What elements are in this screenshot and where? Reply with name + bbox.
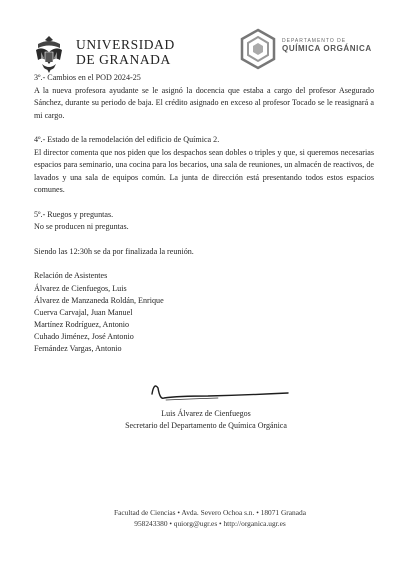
department-hexagon-logo-icon — [238, 28, 278, 70]
attendees-heading: Relación de Asistentes — [34, 271, 108, 280]
attendee-item: Fernández Vargas, Antonio — [34, 343, 122, 353]
university-name-line1: UNIVERSIDAD — [76, 37, 175, 52]
section-4-heading: 4º.- Estado de la remodelación del edificio de Química 2. — [34, 135, 220, 144]
section-3-heading: 3º.- Cambios en el POD 2024-25 — [34, 73, 141, 82]
signature-block — [96, 408, 316, 432]
university-header — [30, 34, 200, 74]
attendees-list — [34, 283, 374, 355]
minutes-body — [34, 72, 374, 355]
department-name-big: QUÍMICA ORGÁNICA — [282, 44, 372, 53]
page-footer — [60, 507, 360, 529]
university-name — [76, 37, 196, 67]
attendee-item: Cuerva Carvajal, Juan Manuel — [34, 307, 133, 317]
section-3-text: A la nueva profesora ayudante se le asignó la docencia que estaba a cargo del profesor Asegurado Sánchez, durante su periodo de baja. El crédito asignado en exceso al profesor Tocado se le reasignará a mi cargo. — [34, 85, 374, 120]
department-header — [238, 28, 378, 70]
section-5-heading: 5º.- Ruegos y preguntas. — [34, 209, 114, 219]
section-4-text: El director comenta que nos piden que los despachos sean dobles o triples y que, si queremos necesarias espacios para seminario, una cocina para los becarios, una sala de reuniones, un almacén de reactivos, de lavados y una sala de equipos común. La junta de dirección está presentando todos estos espacios comunes. — [34, 147, 374, 194]
signatory-role: Secretario del Departamento de Química Orgánica — [125, 421, 287, 430]
section-5-text: No se producen ni preguntas. — [34, 222, 129, 231]
attendee-item: Martínez Rodríguez, Antonio — [34, 319, 130, 329]
signatory-name: Luis Álvarez de Cienfuegos — [161, 409, 251, 418]
attendee-item: Cuhado Jiménez, José Antonio — [34, 331, 134, 341]
handwritten-signature — [148, 374, 298, 410]
department-name — [282, 38, 378, 54]
closing-statement: Siendo las 12:30h se da por finalizada la reunión. — [34, 246, 194, 256]
footer-contact: 958243380 • quiorg@ugr.es • http://organica.ugr.es — [134, 519, 286, 528]
university-crest-icon — [30, 34, 68, 74]
university-name-line2: DE GRANADA — [76, 52, 171, 67]
attendee-item: Álvarez de Cienfuegos, Luis — [34, 283, 127, 293]
department-name-small: DEPARTAMENTO DE — [282, 38, 347, 44]
attendee-item: Álvarez de Manzaneda Roldán, Enrique — [34, 295, 164, 305]
footer-address: Facultad de Ciencias • Avda. Severo Ochoa s.n. • 18071 Granada — [113, 508, 306, 517]
